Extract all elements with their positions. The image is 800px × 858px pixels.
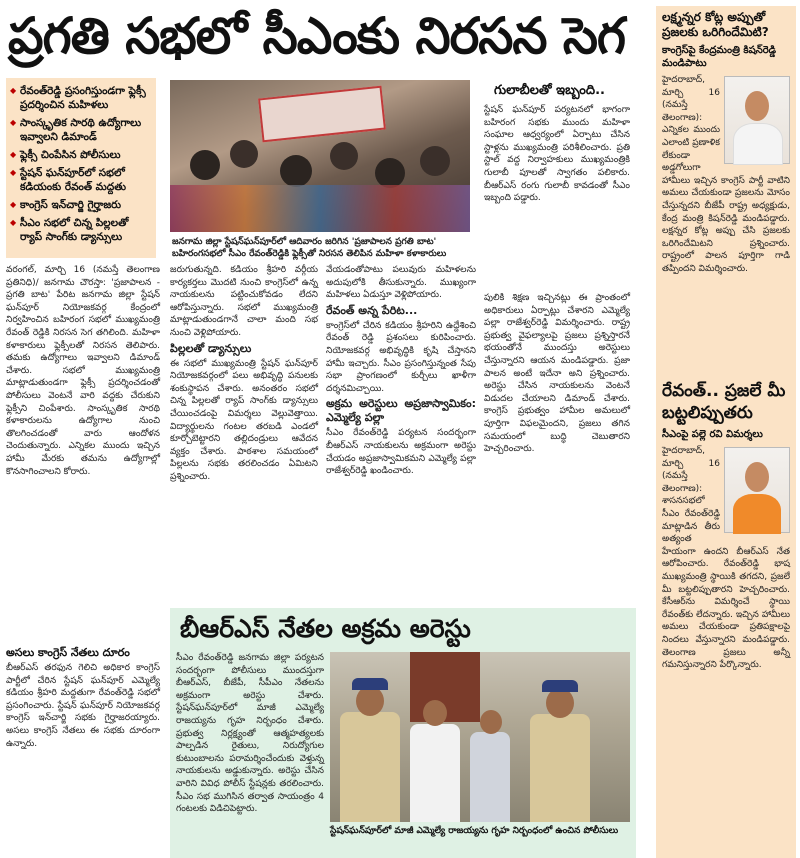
article-column-1 — [6, 264, 160, 644]
subheading-congress-leaders: అసలు కాంగ్రెస్ నేతలు దూరం — [6, 646, 130, 659]
highlight-item: ◆ సీఎం సభలో చిన్న పిల్లలతో ర్యాప్ సాంగ్‌కు డ్యాన్సులు — [10, 216, 152, 244]
bottom-headline: బీఆర్ఎస్ నేతల అక్రమ అరెస్టు — [180, 614, 471, 643]
paragraph: సీఎం రేవంత్‌రెడ్డి పర్యటన సందర్భంగా బీఆర్ఎస్ నాయకులను అక్రమంగా అరెస్టు చేయడం అప్రజాస్వామికమని ఎమ్మెల్యే పల్లా రాజేశ్వర్‌రెడ్డి ఖండించారు. — [326, 428, 476, 477]
protest-photo — [170, 80, 470, 232]
arrest-photo-caption: స్టేషన్‌ఘన్‌పూర్‌లో మాజీ ఎమ్మెల్యే రాజయ్యను గృహ నిర్బంధంలో ఉంచిన పోలీసులు — [330, 826, 619, 836]
sidebar-byline-2: సీఎంపై పల్లె రవి విమర్శలు — [662, 429, 763, 440]
arrest-photo — [330, 652, 630, 822]
headline: ప్రగతి సభలో సీఎంకు నిరసన సెగ — [8, 7, 626, 65]
gulabi-text: స్టేషన్ ఘన్‌పూర్ పర్యటనలో భాగంగా బహిరంగ సభకు ముందు మహిళా సంఘాల ఆధ్వర్యంలో ఏర్పాటు చేసిన స్టాళ్లను ముఖ్యమంత్రి పరిశీలించారు. ప్రతి స్టాల్ వద్ద నిర్వాహకులు ముఖ్యమంత్రికి గులాబీ పూలతో స్వాగతం పలికారు. బీఆర్ఎస్ రంగు గులాబీ కావడంతో సీఎం ఇబ్బంది పడ్డారు. — [484, 105, 630, 204]
article-column-3 — [326, 264, 476, 604]
bottom-story — [170, 608, 636, 858]
photo-caption: జనగామ జిల్లా స్టేషన్‌ఘన్‌పూర్‌లో ఆదివారం జరిగిన 'ప్రజాపాలన ప్రగతి బాట' బహిరంగసభలో సీఎం రేవంత్‌రెడ్డికి ఫ్లెక్సీతో నిరసన తెలిపిన మహిళా కళాకారులు — [172, 237, 447, 259]
paragraph: ఈ సభలో ముఖ్యమంత్రి స్టేషన్ ఘన్‌పూర్ నియోజకవర్గంలో పలు అభివృద్ధి పనులకు శంకుస్థాపన చేశారు. అనంతరం సభలో చిన్న పిల్లలతో ర్యాప్ సాంగ్‌కు డ్యాన్సులు చేయించడంపై విమర్శలు వెల్లువెత్తాయి. విద్యార్థులను గంటల తరబడి ఎండలో కూర్చోబెట్టారని తల్లిదండ్రులు ఆవేదన వ్యక్తం చేశారు. పాఠశాల సమయంలో పిల్లలను సభకు తరలించడం ఏమిటని ప్రశ్నించారు. — [170, 358, 318, 482]
subheading-illegal-arrests: అక్రమ అరెస్టులు అప్రజాస్వామికం: ఎమ్మెల్యే పల్లా — [326, 397, 476, 425]
highlight-item: ◆ స్టేషన్ ఘన్‌పూర్‌లో సభలో కడియంకు రేవంత్ మద్దతు — [10, 166, 152, 194]
subheading-dances: పిల్లలతో డ్యాన్సులు — [170, 341, 252, 355]
sidebar-text-2: హైదరాబాద్, మార్చి 16 (నమస్తే తెలంగాణ): శాసనసభలో సీఎం రేవంత్‌రెడ్డి మాట్లాడిన తీరు అత్యంత హేయంగా ఉందని బీఆర్ఎస్ నేత ఆరోపించారు. రేవంత్‌రెడ్డి భాష ముఖ్యమంత్రి స్థాయికి తగదని, ప్రజలే మీ బట్టలిప్పుతారని హెచ్చరించారు. కేసీఆర్‌ను విమర్శించే స్థాయి రేవంత్‌కు లేదన్నారు. ఇచ్చిన హామీలు అమలు చేయకుండా ప్రతిపక్షాలపై నిందలు వేస్తున్నారని మండిపడ్డారు. తెలంగాణ ప్రజలు అన్నీ గమనిస్తున్నారని పేర్కొన్నారు. — [662, 446, 790, 671]
paragraph: కాంగ్రెస్‌లో చేరిన కడియం శ్రీహరిని ఉద్దేశించి రేవంత్ రెడ్డి ప్రశంసలు కురిపించారు. నియోజకవర్గ అభివృద్ధికి కృషి చేస్తానని హామీ ఇచ్చారు. సీఎం ప్రసంగిస్తున్నంత సేపు సభా ప్రాంగణంలో కుర్చీలు ఖాళీగా దర్శనమిచ్చాయి. — [326, 320, 476, 394]
gulabi-heading: గులాబీలతో ఇబ్బంది.. — [494, 83, 605, 98]
sidebar-byline-1: కాంగ్రెస్‌పై కేంద్రమంత్రి కిషన్‌రెడ్డి మండిపాటు — [662, 45, 777, 69]
article-column-1-tail: బీఆర్ఎస్ తరఫున గెలిచి అధికార కాంగ్రెస్ పార్టీలో చేరిన స్టేషన్ ఘన్‌పూర్ ఎమ్మెల్యే కడియం శ్రీహరి మద్దతుగా రేవంత్‌రెడ్డి సభలో ప్రసంగించారు. స్టేషన్ ఘన్‌పూర్ నియోజకవర్గ కాంగ్రెస్ ఇన్‌చార్జి సభకు గైర్హాజరయ్యారు. అసలు కాంగ్రెస్ నేతలు ఈ సభకు దూరంగా ఉన్నారు. — [6, 663, 160, 749]
paragraph: వేయడంతోపాటు పలువురు మహిళలను అదుపులోకి తీసుకున్నారు. ముఖ్యంగా మహిళలు ఏడుస్తూ వెళ్లిపోయారు. — [326, 265, 476, 301]
subheading-revanth: రేవంత్ అన్న పేరిట... — [326, 303, 418, 317]
sidebar-heading-1: లక్ష్మన్నర కోట్ల అప్పుతో ప్రజలకు ఒరిగిందేమిటి? — [662, 10, 769, 39]
paragraph: జరుగుతున్నది. కడియం శ్రీహరి వర్గీయ కార్యకర్తలు మొదటి నుంచి కాంగ్రెస్‌లో ఉన్న నాయకులను పట్టించుకోవడం లేదని ఆరోపిస్తున్నారు. సభలో ముఖ్యమంత్రి మాట్లాడుతుండగానే చాలా మంది సభ నుంచి వెళ్లిపోయారు. — [170, 265, 318, 338]
highlight-item: ◆ ఫ్లెక్సీ చింపేసిన పోలీసులు — [10, 148, 152, 162]
article-column-2 — [170, 264, 318, 604]
kishan-reddy-portrait — [724, 76, 790, 164]
highlight-item: ◆ రేవంత్‌రెడ్డి ప్రసంగిస్తుండగా ఫ్లెక్సీ ప్రదర్శించిన మహిళలు — [10, 84, 152, 112]
bottom-text: సీఎం రేవంత్‌రెడ్డి జనగామ జిల్లా పర్యటన సందర్భంగా పోలీసులు ముందస్తుగా బీఆర్ఎస్, బీజేపీ, సీపీఎం నేతలను అక్రమంగా అరెస్టు చేశారు. స్టేషన్‌ఘన్‌పూర్‌లో మాజీ ఎమ్మెల్యే రాజయ్యను గృహ నిర్బంధం చేశారు. ప్రభుత్వ నిర్లక్ష్యంతో ఆత్మహత్యలకు పాల్పడిన రైతులు, నిరుద్యోగుల కుటుంబాలను పరామర్శించేందుకు వెళ్తున్న నాయకులను అడ్డుకున్నారు. అరెస్టు చేసిన వారిని వివిధ పోలీస్ స్టేషన్లకు తరలించారు. సీఎం సభ ముగిసిన తర్వాత సాయంత్రం 4 గంటలకు విడిచిపెట్టారు. — [176, 653, 324, 815]
column-4-text: పులికి శిక్షణ ఇచ్చినట్లు ఈ ప్రాంతంలో అధికారులు ఏర్పాట్లు చేశారని ఎమ్మెల్యే పల్లా రాజేశ్వర్‌రెడ్డి విమర్శించారు. రాష్ట్ర ప్రభుత్వ వైఫల్యాలపై ప్రజలు ప్రశ్నిస్తారనే భయంతోనే ముందస్తు అరెస్టులు చేస్తున్నారని ఆయన మండిపడ్డారు. ప్రజా పాలన అంటే ఇదేనా అని ప్రశ్నించారు. అరెస్టు చేసిన నాయకులను వెంటనే విడుదల చేయాలని డిమాండ్ చేశారు. కాంగ్రెస్ ప్రభుత్వం హామీల అమలులో పూర్తిగా విఫలమైందని, ప్రజలు తగిన సమయంలో బుద్ధి చెబుతారని హెచ్చరించారు. — [484, 293, 630, 455]
highlight-item: ◆ కాంగ్రెస్ ఇన్‌చార్జి గైర్హాజరు — [10, 198, 152, 212]
sidebar-heading-2: రేవంత్.. ప్రజలే మీ బట్టలిప్పుతరు — [662, 381, 786, 423]
sidebar — [656, 6, 796, 858]
palle-ravi-portrait — [724, 447, 790, 533]
sidebar-text-1: హైదరాబాద్, మార్చి 16 (నమస్తే తెలంగాణ): ఎన్నికల ముందు ఎలాంటి ప్రణాళిక లేకుండా అడ్డగోలుగా హామీలు ఇచ్చిన కాంగ్రెస్ పార్టీ వాటిని అమలు చేయకుండా ప్రజలను మోసం చేస్తున్నదని బీజేపీ రాష్ట్ర అధ్యక్షుడు, కేంద్ర మంత్రి కిషన్‌రెడ్డి మండిపడ్డారు. లక్షన్నర కోట్ల అప్పు చేసి ప్రజలకు ఒరిగిందేమిటని ప్రశ్నించారు. రాష్ట్రంలో పాలన పూర్తిగా గాడి తప్పిందని విమర్శించారు. — [662, 75, 790, 274]
protest-banner — [258, 86, 386, 143]
article-lead: వరంగల్, మార్చి 16 (నమస్తే తెలంగాణ ప్రతినిధి)/ జనగామ చౌరస్తా: 'ప్రజాపాలన - ప్రగతి బాట' పేరిట జనగామ జిల్లా స్టేషన్ ఘన్‌పూర్ నియోజకవర్గ కేంద్రంలో నిర్వహించిన బహిరంగ సభలో ముఖ్యమంత్రి రేవంత్ రెడ్డికి నిరసన సెగ తగిలింది. మహిళా కళాకారులు ఫ్లెక్సీలతో నిరసన తెలిపారు. తమకు ఉద్యోగాలు ఇవ్వాలని డిమాండ్ చేశారు. సభలో ముఖ్యమంత్రి మాట్లాడుతుండగా ఫ్లెక్సీ ప్రదర్శించడంతో పోలీసులు వెంటనే వారి వద్దకు చేరుకుని ఫ్లెక్సీని చింపేశారు. సాంస్కృతిక సారథి కళాకారులను ఉద్యోగాల నుంచి తొలగించడంతో వారు ఆందోళన చెందుతున్నారు. ఎన్నికల ముందు ఇచ్చిన హామీ మేరకు తమను ఉద్యోగాల్లో కొనసాగించాలని కోరారు. — [6, 265, 160, 477]
highlight-item: ◆ సాంస్కృతిక సారథి ఉద్యోగాలు ఇవ్వాలని డిమాండ్ — [10, 116, 152, 144]
highlights-box — [6, 78, 156, 258]
